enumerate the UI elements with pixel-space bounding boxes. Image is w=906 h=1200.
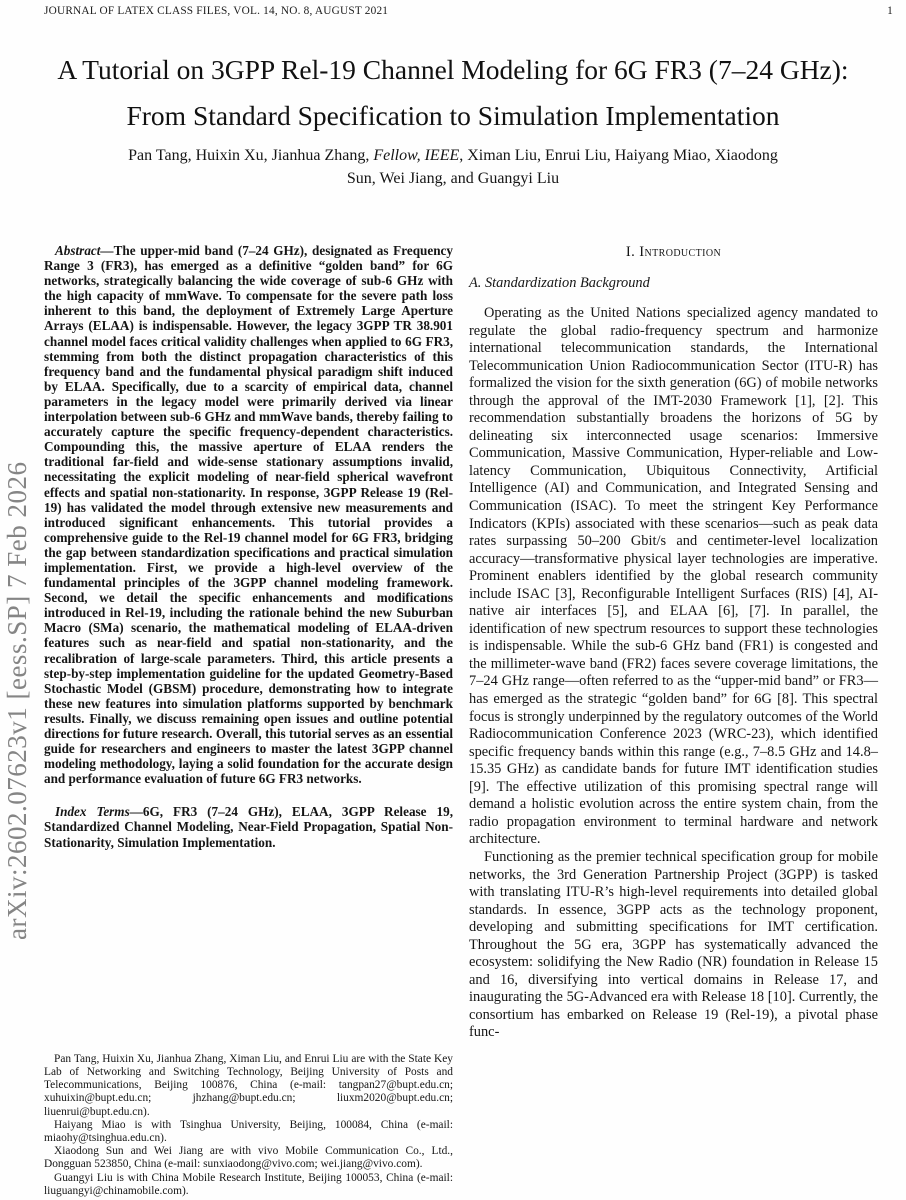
abstract-text: The upper-mid band (7–24 GHz), designated as Frequency Range 3 (FR3), has emerged as a definitive “golden band” for 6G networks, strategically balancing the wide coverage of sub-6 GHz with the high capacity of mmWave. To compensate for the severe path loss inherent to this band, the deployment of Extremely Large Aperture Arrays (ELAA) is indispensable. However, the legacy 3GPP TR 38.901 channel model faces critical validity challenges when applied to 6G FR3, stemming from both the distinct propagation characteristics of this frequency band and the fundamental physical paradigm shift induced by ELAA. Specifically, due to a scarcity of empirical data, channel parameters in the legacy model were primarily derived via linear interpolation between sub-6 GHz and mmWave bands, thereby failing to accurately capture the specific frequency-dependent characteristics. Compounding this, the massive aperture of ELAA renders the traditional far-field and wide-sense stationary assumptions invalid, necessitating the explicit modeling of near-field spherical wavefront effects and spatial non-stationarity. In response, 3GPP Release 19 (Rel-19) has validated the model through extensive new measurements and introduced significant enhancements. This tutorial provides a comprehensive guide to the Rel-19 channel model for 6G FR3, bridging the gap between standardization specifications and practical simulation implementation. First, we provide a high-level overview of the fundamental principles of the 3GPP channel modeling framework. Second, we detail the specific enhancements and modifications introduced in Rel-19, including the rationale behind the new Suburban Macro (SMa) scenario, the mathematical modeling of ELAA-driven features such as near-field and spatial non-stationarity, and the recalibration of large-scale parameters. Third, this article presents a step-by-step implementation guideline for the updated Geometry-Based Stochastic Model (GBSM) procedure, demonstrating how to integrate these new features into simulation platforms supported by benchmark results. Finally, we discuss remaining open issues and outline potential directions for future research. Overall, this tutorial serves as an essential guide for researchers and engineers to master the latest 3GPP channel modeling methodology, laying a solid foundation for the accurate design and performance evaluation of future 6G FR3 networks.: [44, 243, 453, 787]
author-honorific: Fellow, IEEE: [373, 147, 460, 164]
footnote-affiliation-bupt: Pan Tang, Huixin Xu, Jianhua Zhang, Ximan Liu, and Enrui Liu are with the State Key Lab of Networking and Switching Technology, Beijing University of Posts and Telecommunications, Beijing 100876, China (e-mail: tangpan27@bupt.edu.cn; xuhuixin@bupt.edu.cn; jhzhang@bupt.edu.cn; liuxm2020@bupt.edu.cn; liuenrui@bupt.edu.cn).: [44, 1052, 453, 1118]
section-heading-introduction: I. Introduction: [625, 244, 722, 260]
abstract: [44, 243, 453, 786]
index-terms-text: 6G, FR3 (7–24 GHz), ELAA, 3GPP Release 19, Standardized Channel Modeling, Near-Field Propagation, Spatial Non-Stationarity, Simulation Implementation.: [44, 804, 453, 850]
page-number: 1: [887, 5, 893, 17]
footnote-affiliation-vivo: Xiaodong Sun and Wei Jiang are with vivo Mobile Communication Co., Ltd., Dongguan 523850, China (e-mail: sunxiaodong@vivo.com; wei.jiang@vivo.com).: [44, 1145, 453, 1171]
paper-title: A Tutorial on 3GPP Rel-19 Channel Modeling for 6G FR3 (7–24 GHz): From Standard Specification to Simulation Implementation: [57, 54, 849, 131]
intro-paragraph-1: Operating as the United Nations specialized agency mandated to regulate the global radio-frequency spectrum and harmonize international telecommunication standards, the International Telecommunication Union Radiocommunication Sector (ITU-R) has formalized the vision for the sixth generation (6G) of mobile networks through the approval of the IMT-2030 Framework [1], [2]. This recommendation substantially broadens the horizons of 5G by delineating six interconnected usage scenarios: Immersive Communication, Massive Communication, Hyper-reliable and Low-latency Communication, Ubiquitous Connectivity, Artificial Intelligence (AI) and Communication, and Integrated Sensing and Communication (ISAC). To meet the stringent Key Performance Indicators (KPIs) associated with these scenarios—such as peak data rates surpassing 50–200 Gbit/s and centimeter-level localization accuracy—transformative physical layer technologies are imperative. Prominent enablers identified by the global research community include ISAC [3], Reconfigurable Intelligent Surfaces (RIS) [4], AI-native air interfaces [5], and ELAA [6], [7]. In parallel, the identification of new spectrum resources to support these technologies is indispensable. While the sub-6 GHz band (FR1) is congested and the millimeter-wave band (FR2) faces severe coverage limitations, the 7–24 GHz range—often referred to as the “upper-mid band” or FR3—has emerged as the strategic “golden band” for 6G [8]. This spectral focus is strongly underpinned by the regulatory outcomes of the World Radiocommunication Conference 2023 (WRC-23), which identified specific frequency bands within this range (e.g., 7–8.5 GHz and 14.8–15.35 GHz) as candidate bands for future IMT identification studies [9]. The effective utilization of this promising spectral range will demand a holistic evolution across the entire system chain, from the radio propagation environment to terminal hardware and network architecture.: [469, 305, 878, 848]
author-footnotes: [44, 1053, 453, 1198]
index-terms-label: Index Terms—: [55, 804, 143, 820]
journal-name: JOURNAL OF LATEX CLASS FILES, VOL. 14, NO. 8, AUGUST 2021: [44, 5, 389, 17]
footnote-affiliation-chinamobile: Guangyi Liu is with China Mobile Research Institute, Beijing 100053, China (e-mail: liuguangyi@chinamobile.com).: [44, 1171, 453, 1197]
two-column-body: [44, 243, 878, 1200]
left-column: [44, 243, 453, 1200]
index-terms: [44, 804, 453, 849]
arxiv-watermark: arXiv:2602.07623v1 [eess.SP] 7 Feb 2026: [2, 461, 32, 940]
subsection-heading-standardization-background: A. Standardization Background: [469, 275, 650, 291]
running-header: [44, 5, 893, 17]
right-column: [469, 243, 878, 1200]
footnote-affiliation-tsinghua: Haiyang Miao is with Tsinghua University, Beijing, 100084, China (e-mail: miaohy@tsinghua.edu.cn).: [44, 1118, 453, 1144]
abstract-label: Abstract—: [55, 243, 114, 258]
author-names-continued: , Ximan Liu, Enrui Liu, Haiyang Miao, Xiaodong Sun, Wei Jiang, and Guangyi Liu: [346, 147, 778, 187]
author-names: Pan Tang, Huixin Xu, Jianhua Zhang,: [128, 147, 374, 164]
author-list: [113, 145, 793, 190]
intro-paragraph-2: Functioning as the premier technical specification group for mobile networks, the 3rd Generation Partnership Project (3GPP) is tasked with translating ITU-R’s high-level requirements into detailed global standards. In essence, 3GPP acts as the technology proponent, developing and submitting specifications for IMT certification. Throughout the 5G era, 3GPP has systematically advanced the ecosystem: solidifying the New Radio (NR) foundation in Release 15 and 16, diversifying into vertical domains in Release 17, and inaugurating the 5G-Advanced era with Release 18 [10]. Currently, the consortium has embarked on Release 19 (Rel-19), a pivotal phase func-: [469, 848, 878, 1041]
